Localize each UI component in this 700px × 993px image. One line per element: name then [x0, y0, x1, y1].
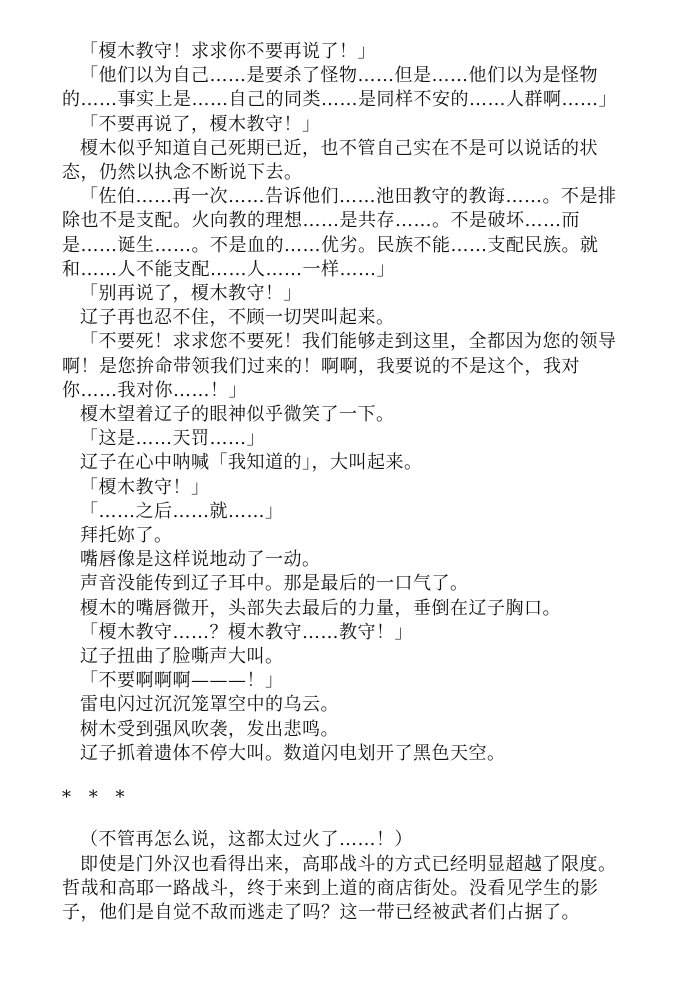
section-1: [62, 40, 622, 766]
paragraph: 「榎木教守！」: [80, 476, 210, 498]
paragraph: 辽子扭曲了脸嘶声大叫。: [80, 646, 284, 668]
paragraph: 「榎木教守……？榎木教守……教守！」: [80, 621, 413, 643]
paragraph: 辽子抓着遗体不停大叫。数道闪电划开了黑色天空。: [80, 742, 506, 764]
paragraph: 树木受到强风吹袭，发出悲鸣。: [80, 718, 339, 740]
paragraph: 嘴唇像是这样说地动了一动。: [80, 549, 321, 571]
paragraph: 「不要啊啊啊———！」: [80, 670, 284, 692]
paragraph: 「不要死！求求您不要死！我们能够走到这里，全都因为您的领导啊！是您拚命带领我们过来的！啊啊，我要说的不是这个，我对你……我对你……！」: [62, 331, 617, 401]
paragraph: 榎木望着辽子的眼神似乎微笑了一下。: [80, 404, 395, 426]
paragraph: （不管再怎么说，这都太过火了……！）: [80, 829, 413, 851]
paragraph: 声音没能传到辽子耳中。那是最后的一口气了。: [80, 573, 469, 595]
paragraph: 辽子在心中呐喊「我知道的」，大叫起来。: [80, 452, 423, 474]
section-2: [62, 828, 622, 925]
paragraph: 即使是门外汉也看得出来，高耶战斗的方式已经明显超越了限度。哲哉和高耶一路战斗，终于来到上道的商店街处。没看见学生的影子，他们是自觉不敌而逃走了吗？这一带已经被武者们占据了。: [62, 853, 617, 923]
document-page: [62, 40, 622, 925]
paragraph: 榎木似乎知道自己死期已近，也不管自己实在不是可以说话的状态，仍然以执念不断说下去。: [62, 137, 598, 184]
paragraph: 榎木的嘴唇微开，头部失去最后的力量，垂倒在辽子胸口。: [80, 597, 561, 619]
paragraph: 「别再说了，榎木教守！」: [80, 283, 302, 305]
section-separator: * * *: [62, 787, 131, 809]
paragraph: 「佐伯……再一次……告诉他们……池田教守的教诲……。不是排除也不是支配。火向教的理想……是共存……。不是破坏……而是……诞生……。不是血的……优劣。民族不能……支配民族。就和……人不能支配……人……一样……」: [62, 186, 617, 280]
paragraph: 「榎木教守！求求你不要再说了！」: [80, 41, 376, 62]
paragraph: 雷电闪过沉沉笼罩空中的乌云。: [80, 694, 339, 716]
paragraph: 「……之后……就……」: [80, 500, 284, 522]
paragraph: 「不要再说了，榎木教守！」: [80, 113, 321, 135]
paragraph: 拜托妳了。: [80, 525, 173, 547]
paragraph: 「他们以为自己……是要杀了怪物……但是……他们以为是怪物的……事实上是……自己的同类……是同样不安的……人群啊……」: [62, 65, 617, 111]
paragraph: 辽子再也忍不住，不顾一切哭叫起来。: [80, 307, 395, 329]
paragraph: 「这是……天罚……」: [80, 428, 265, 450]
